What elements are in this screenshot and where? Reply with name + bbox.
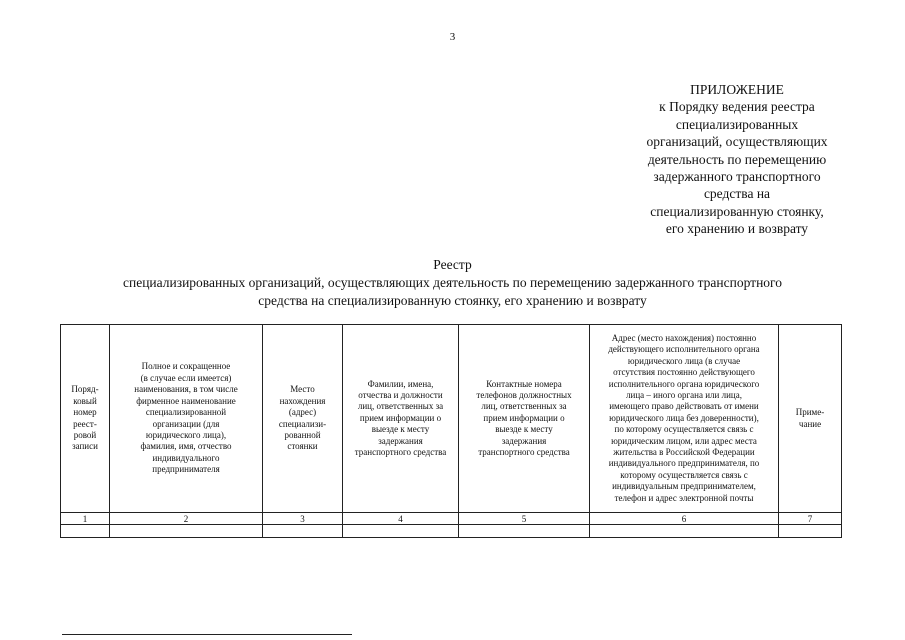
header-line: индивидуального — [152, 452, 220, 463]
header-line: предпринимателя — [152, 464, 220, 475]
header-line: прием информации о — [359, 412, 442, 423]
registry-subtitle — [70, 274, 835, 309]
column-number: 5 — [459, 513, 590, 525]
header-cell-organization-name — [110, 325, 263, 513]
table-cell — [459, 525, 590, 538]
table-header-row — [61, 325, 842, 513]
header-cell-record-number — [61, 325, 110, 513]
table-cell — [590, 525, 779, 538]
header-line: Контактные номера — [486, 378, 562, 389]
header-line: лица – иного органа или лица, — [626, 389, 742, 400]
header-cell-responsible-persons — [343, 325, 459, 513]
column-number: 6 — [590, 513, 779, 525]
header-line: задержания — [378, 435, 423, 446]
table-cell — [61, 525, 110, 538]
header-cell-address — [590, 325, 779, 513]
header-line: стоянки — [287, 441, 318, 452]
header-line: жительства в Российской Федерации — [613, 447, 755, 458]
header-line: лиц, ответственных за — [481, 401, 567, 412]
header-line: записи — [72, 441, 98, 452]
column-number: 3 — [263, 513, 343, 525]
header-line: задержания — [501, 435, 547, 446]
header-cell-parking-location — [263, 325, 343, 513]
header-line: исполнительного органа юридического — [608, 378, 760, 389]
table-cell — [779, 525, 842, 538]
column-number: 7 — [779, 513, 842, 525]
header-line: отчества и должности — [358, 389, 443, 400]
header-line: лиц, ответственных за — [357, 401, 444, 412]
header-line: ковый — [73, 395, 97, 406]
header-line: действующего исполнительного органа — [608, 344, 760, 355]
appendix-line: специализированных — [675, 116, 799, 132]
page-number: 3 — [449, 31, 456, 43]
header-line: транспортного средства — [354, 447, 447, 458]
column-number: 1 — [61, 513, 110, 525]
header-line: телефонов должностных — [476, 389, 572, 400]
table-cell — [110, 525, 263, 538]
header-line: отсутствия постоянно действующего — [613, 367, 755, 378]
appendix-line: средства на — [703, 186, 771, 202]
header-line: номер — [73, 407, 97, 418]
header-line: по которому осуществляется связь с — [614, 424, 754, 435]
header-line: юридического лица без доверенности), — [609, 412, 759, 423]
header-line: специализи- — [278, 418, 327, 429]
table-cell — [343, 525, 459, 538]
header-line: чание — [798, 418, 822, 429]
header-line: Место — [290, 384, 315, 395]
header-line: имеющего право действовать от имени — [609, 401, 759, 412]
registry-table — [60, 324, 842, 538]
header-line: реест- — [73, 418, 97, 429]
header-line: рованной — [284, 429, 321, 440]
column-number: 2 — [110, 513, 263, 525]
header-cell-note — [779, 325, 842, 513]
header-line: юридического лица (в случае — [627, 355, 741, 366]
appendix-line: его хранению и возврату — [665, 221, 809, 237]
registry-subtitle-line: средства на специализированную стоянку, его хранению и возврату — [258, 292, 647, 308]
column-number: 4 — [343, 513, 459, 525]
header-line: юридического лица), — [145, 429, 227, 440]
header-line: индивидуальным предпринимателем, — [612, 481, 756, 492]
appendix-lines — [628, 98, 846, 237]
table-row — [61, 525, 842, 538]
header-line: Полное и сокращенное — [141, 361, 231, 372]
header-line: Адрес (место нахождения) постоянно — [611, 332, 757, 343]
appendix-line: организаций, осуществляющих — [646, 134, 828, 150]
header-line: Фамилии, имена, — [367, 378, 434, 389]
footnote-separator — [62, 634, 352, 635]
appendix-block — [628, 81, 846, 238]
header-line: специализированной — [145, 407, 227, 418]
header-line: транспортного средства — [478, 447, 570, 458]
header-line: Приме- — [795, 407, 825, 418]
header-line: прием информации о — [483, 412, 565, 423]
header-line: фирменное наименование — [136, 395, 236, 406]
header-line: выезде к месту — [371, 424, 430, 435]
appendix-line: деятельность по перемещению — [647, 151, 827, 167]
appendix-line: задержанного транспортного — [653, 169, 821, 185]
header-line: которому осуществляется связь с — [620, 469, 748, 480]
header-line: Поряд- — [71, 384, 99, 395]
appendix-title: ПРИЛОЖЕНИЕ — [690, 82, 784, 97]
header-line: выезде к месту — [495, 424, 553, 435]
header-line: организации (для — [152, 418, 220, 429]
registry-subtitle-line: специализированных организаций, осуществляющих деятельность по перемещению задержанного транспортного — [123, 275, 782, 290]
header-line: ровой — [73, 429, 97, 440]
appendix-line: специализированную стоянку, — [650, 203, 824, 219]
column-number-row — [61, 513, 842, 525]
header-line: (в случае если имеется) — [140, 372, 232, 383]
header-line: телефон и адрес электронной почты — [614, 492, 754, 503]
header-line: фамилия, имя, отчество — [140, 441, 232, 452]
registry-title: Реестр — [433, 257, 472, 272]
header-cell-contact-phones — [459, 325, 590, 513]
header-line: наименования, в том числе — [134, 384, 238, 395]
header-line: (адрес) — [288, 407, 317, 418]
header-line: индивидуального предпринимателя, по — [608, 458, 760, 469]
table-cell — [263, 525, 343, 538]
header-line: юридическим лицом, или адрес места — [611, 435, 757, 446]
header-line: нахождения — [279, 395, 326, 406]
appendix-line: к Порядку ведения реестра — [659, 99, 815, 115]
